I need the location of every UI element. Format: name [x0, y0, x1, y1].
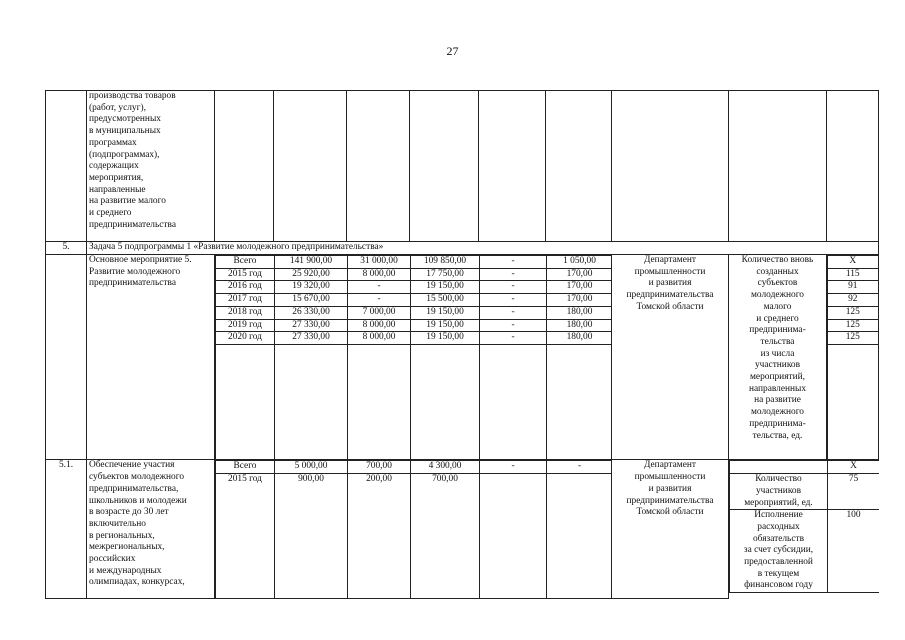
- financing-row: Всего 141 900,00 31 000,00 109 850,00 - 1 050,00: [216, 256, 612, 269]
- continued-item-text: производства товаров (работ, услуг), предусмотренных в муниципальных программах (подпрограммах), содержащих мероприятия, направленные на развитие малого и среднего предпринимательства: [87, 91, 215, 242]
- financing-row: 2017 год 15 670,00 - 15 500,00 - 170,00: [216, 294, 612, 307]
- page-number: 27: [446, 44, 459, 58]
- financing-table: [215, 255, 612, 460]
- program-table: [45, 90, 879, 599]
- table-row: [46, 91, 879, 242]
- financing-row: 2019 год 27 330,00 8 000,00 19 150,00 - 180,00: [216, 319, 612, 332]
- responsible-department: Департамент промышленности и развития предпринимательства Томской области: [612, 460, 729, 599]
- financing-row: 2020 год 27 330,00 8 000,00 19 150,00 - 180,00: [216, 332, 612, 345]
- financing-row: 2015 год 900,00 200,00 700,00: [216, 473, 612, 598]
- financing-row: 2016 год 19 320,00 - 19 150,00 - 170,00: [216, 281, 612, 294]
- responsible-department: Департамент промышленности и развития предпринимательства Томской области: [612, 255, 729, 460]
- indicator-name: Количество вновь созданных субъектов молодежного малого и среднего предпринима- тельства из числа участников мероприятий, направленных на развитие молодежного предпринима- тельства, ед.: [729, 255, 827, 460]
- financing-table: [215, 460, 612, 599]
- item-number: 5.1.: [46, 460, 87, 599]
- indicator-table: X Количество участников мероприятий, ед. 75 Исполнение расходных обязательств за счет субсидии, предоставленной в текущем финансовом году 100: [729, 460, 879, 593]
- indicator-values: X 115 91 92 125 125 125: [827, 255, 879, 460]
- indicator-name: Исполнение расходных обязательств за счет субсидии, предоставленной в текущем финансовом году: [730, 510, 828, 593]
- financing-row: Всего 5 000,00 700,00 4 300,00 - -: [216, 460, 612, 473]
- financing-row: 2018 год 26 330,00 7 000,00 19 150,00 - 180,00: [216, 306, 612, 319]
- table-row: [46, 255, 879, 460]
- indicator-name: Количество участников мероприятий, ед.: [730, 474, 828, 510]
- financing-row: 2015 год 25 920,00 8 000,00 17 750,00 - 170,00: [216, 268, 612, 281]
- table-row: [46, 460, 879, 599]
- task-number: 5.: [46, 242, 87, 255]
- task-title: Задача 5 подпрограммы 1 «Развитие молодежного предпринимательства»: [87, 242, 879, 255]
- item-name: Обеспечение участия субъектов молодежного предпринимательства, школьников и молодежи в возрасте до 30 лет включительно в региональных, межрегиональных, российских и международных олимпиадах, конкурсах,: [87, 460, 215, 599]
- table-row: [46, 242, 879, 255]
- event-name: Основное мероприятие 5. Развитие молодежного предпринимательства: [87, 255, 215, 460]
